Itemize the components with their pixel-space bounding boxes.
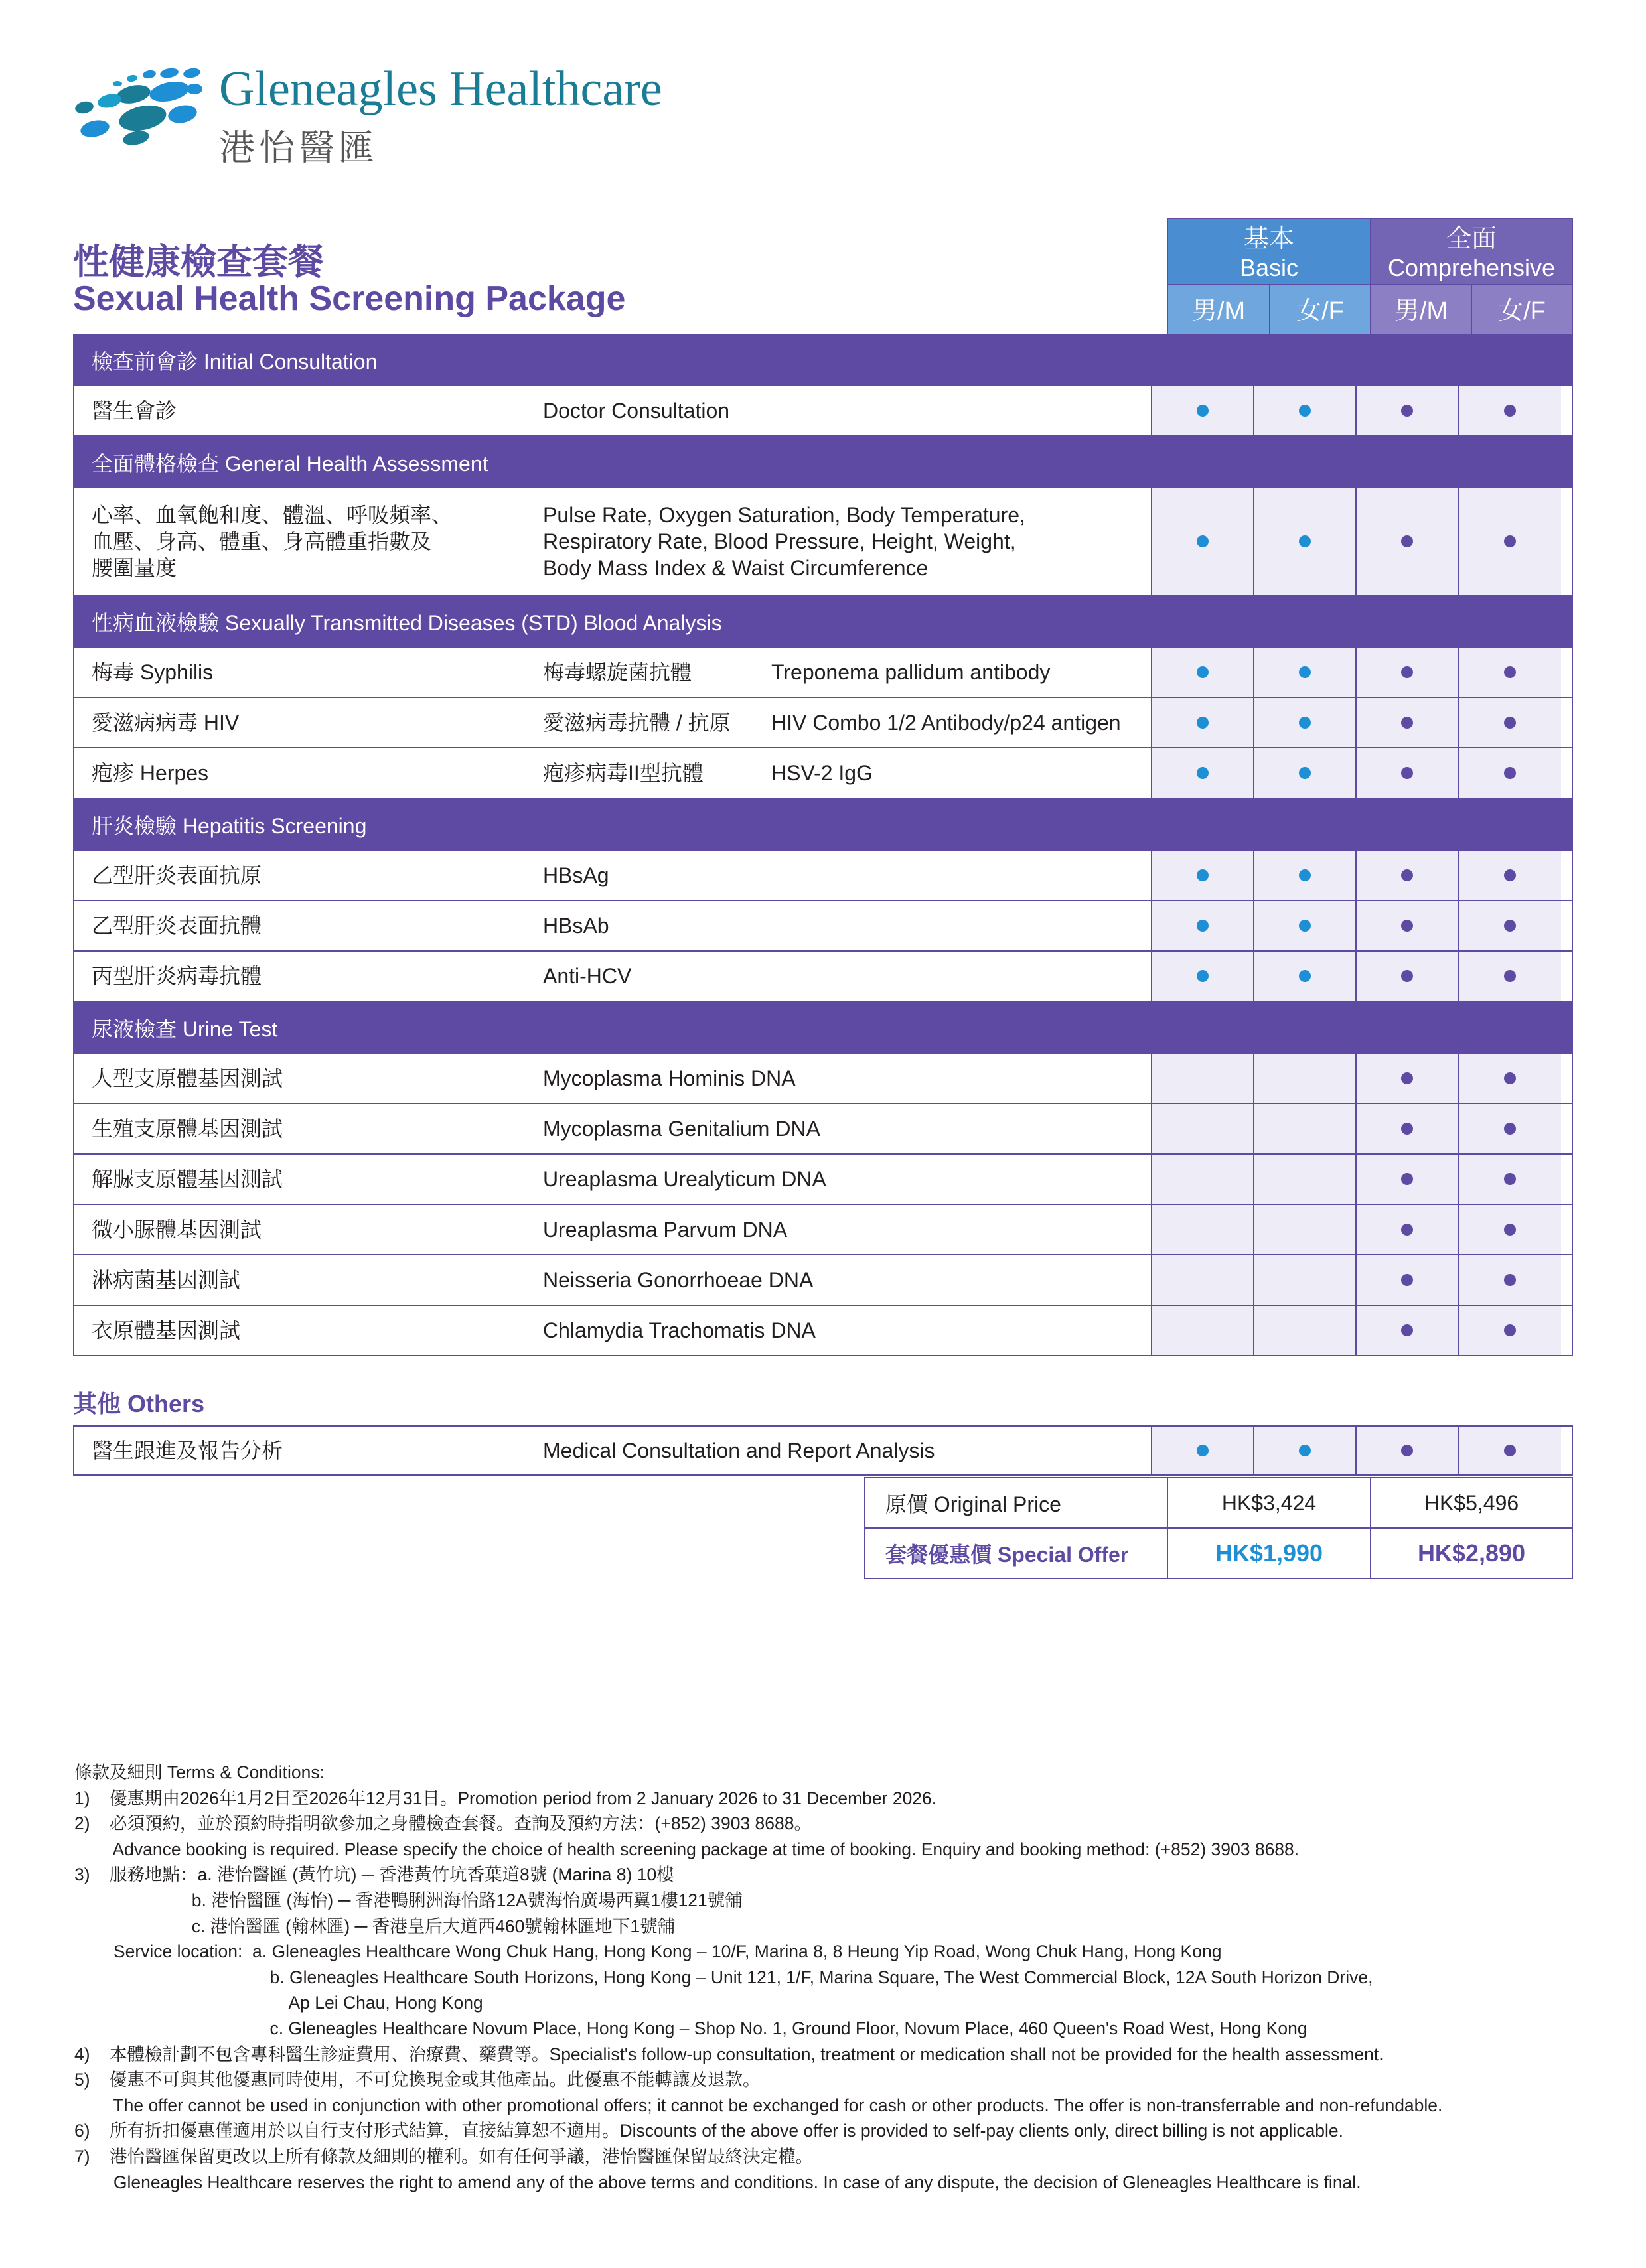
table-row xyxy=(73,488,1573,596)
included-dot-icon xyxy=(1299,666,1311,678)
others-table xyxy=(73,1425,1573,1476)
table-row xyxy=(73,1054,1573,1104)
original-price-comprehensive: HK$5,496 xyxy=(1370,1477,1573,1529)
basic-male-cell xyxy=(1152,698,1254,747)
comprehensive-female-cell xyxy=(1459,1155,1561,1204)
included-dot-icon xyxy=(1401,1123,1413,1135)
table-row xyxy=(73,952,1573,1002)
basic-male-header: 男/M xyxy=(1167,284,1270,336)
included-dot-icon xyxy=(1401,1072,1413,1084)
included-dot-icon xyxy=(1299,920,1311,932)
basic-female-cell xyxy=(1254,1104,1357,1153)
comprehensive-male-cell xyxy=(1357,488,1459,595)
basic-male-cell xyxy=(1152,648,1254,697)
item-name-zh: 淋病菌基因測試 xyxy=(92,1268,241,1292)
basic-male-cell xyxy=(1152,952,1254,1001)
table-row xyxy=(73,851,1573,901)
basic-male-cell xyxy=(1152,1306,1254,1355)
basic-male-cell xyxy=(1152,851,1254,900)
included-dot-icon xyxy=(1197,920,1209,932)
included-dot-icon xyxy=(1299,869,1311,881)
table-row xyxy=(73,1155,1573,1205)
basic-female-cell xyxy=(1254,698,1357,747)
item-test-en: HSV-2 IgG xyxy=(771,761,873,785)
item-name-zh: 解脲支原體基因測試 xyxy=(92,1167,283,1191)
comprehensive-female-cell xyxy=(1459,386,1561,435)
item-name-zh: 乙型肝炎表面抗原 xyxy=(92,863,262,887)
comprehensive-male-cell xyxy=(1357,1205,1459,1254)
comprehensive-female-cell xyxy=(1459,1427,1561,1474)
section-header: 尿液檢查 Urine Test xyxy=(73,1002,1573,1054)
included-dot-icon xyxy=(1401,1445,1413,1456)
item-name-en: Ureaplasma Parvum DNA xyxy=(543,1205,1152,1254)
terms-line: Gleneagles Healthcare reserves the right to amend any of the above terms and conditions. In case of any dispute, the decision of Gleneagles Healthcare is final. xyxy=(74,2172,1361,2192)
item-name-en xyxy=(543,748,1152,798)
basic-female-cell xyxy=(1254,1306,1357,1355)
comprehensive-female-cell xyxy=(1459,1255,1561,1305)
item-name-zh: 醫生跟進及報告分析 xyxy=(92,1439,283,1462)
included-dot-icon xyxy=(1401,920,1413,932)
included-dot-icon xyxy=(1299,1445,1311,1456)
brand-name-en: Gleneagles Healthcare xyxy=(219,62,662,116)
included-dot-icon xyxy=(1299,717,1311,729)
comprehensive-female-cell xyxy=(1459,1205,1561,1254)
included-dot-icon xyxy=(1504,869,1516,881)
table-row xyxy=(73,648,1573,698)
item-name-zh: 丙型肝炎病毒抗體 xyxy=(92,964,262,988)
basic-female-cell xyxy=(1254,488,1357,595)
comprehensive-male-cell xyxy=(1357,386,1459,435)
terms-line: b. Gleneagles Healthcare South Horizons, Hong Kong – Unit 121, 1/F, Marina Square, The West Commercial Block, 12A South Horizon Drive, xyxy=(74,1967,1373,1987)
comprehensive-female-header: 女/F xyxy=(1471,284,1573,336)
included-dot-icon xyxy=(1504,920,1516,932)
item-name-zh: 衣原體基因測試 xyxy=(92,1318,241,1342)
terms-line: 7) 港怡醫匯保留更改以上所有條款及細則的權利。如有任何爭議，港怡醫匯保留最終決定權。 xyxy=(74,2146,814,2166)
included-dot-icon xyxy=(1401,1324,1413,1336)
included-dot-icon xyxy=(1401,405,1413,417)
comprehensive-female-cell xyxy=(1459,901,1561,950)
comprehensive-female-cell xyxy=(1459,1054,1561,1103)
item-name-en: Mycoplasma Genitalium DNA xyxy=(543,1104,1152,1153)
section-header: 檢查前會診 Initial Consultation xyxy=(73,334,1573,386)
table-row xyxy=(73,1104,1573,1155)
item-name-zh: 醫生會診 xyxy=(92,399,177,423)
comprehensive-female-cell xyxy=(1459,952,1561,1001)
included-dot-icon xyxy=(1504,405,1516,417)
comprehensive-female-cell xyxy=(1459,748,1561,798)
terms-line: Advance booking is required. Please specify the choice of health screening package at time of booking. Enquiry and booking method: (+852) 3903 8688. xyxy=(74,1839,1300,1859)
included-dot-icon xyxy=(1197,717,1209,729)
page-title-zh: 性健康檢查套餐 xyxy=(73,242,324,282)
included-dot-icon xyxy=(1197,767,1209,779)
basic-female-cell xyxy=(1254,1205,1357,1254)
basic-female-cell xyxy=(1254,851,1357,900)
terms-line: c. 港怡醫匯 (翰林匯) ─ 香港皇后大道西460號翰林匯地下1號舖 xyxy=(74,1916,676,1936)
column-header-basic xyxy=(1167,218,1371,285)
included-dot-icon xyxy=(1197,535,1209,547)
terms-line: Ap Lei Chau, Hong Kong xyxy=(74,1993,483,2013)
included-dot-icon xyxy=(1504,1445,1516,1456)
included-dot-icon xyxy=(1401,869,1413,881)
included-dot-icon xyxy=(1504,1072,1516,1084)
included-dot-icon xyxy=(1504,1173,1516,1185)
basic-female-cell xyxy=(1254,901,1357,950)
comprehensive-female-cell xyxy=(1459,488,1561,595)
included-dot-icon xyxy=(1401,717,1413,729)
logo-mark-icon xyxy=(70,66,202,146)
item-test-zh: 疱疹病毒II型抗體 xyxy=(543,761,704,785)
included-dot-icon xyxy=(1504,717,1516,729)
table-row xyxy=(73,1306,1573,1356)
comprehensive-female-cell xyxy=(1459,851,1561,900)
basic-male-cell xyxy=(1152,1205,1254,1254)
item-name-zh: 心率、血氧飽和度、體溫、呼吸頻率、 血壓、身高、體重、身高體重指數及 腰圍量度 xyxy=(92,503,453,580)
included-dot-icon xyxy=(1299,970,1311,982)
comprehensive-female-cell xyxy=(1459,1104,1561,1153)
item-test-en: Treponema pallidum antibody xyxy=(771,660,1051,684)
included-dot-icon xyxy=(1504,1123,1516,1135)
included-dot-icon xyxy=(1299,767,1311,779)
item-name-en: Doctor Consultation xyxy=(543,386,1152,435)
table-row xyxy=(73,1255,1573,1306)
item-name-en: Pulse Rate, Oxygen Saturation, Body Temperature, Respiratory Rate, Blood Pressure, Height, Weight, Body Mass Index & Waist Circumference xyxy=(543,488,1152,595)
item-name-en xyxy=(543,698,1152,747)
comprehensive-male-cell xyxy=(1357,952,1459,1001)
basic-male-cell xyxy=(1152,1427,1254,1474)
basic-male-cell xyxy=(1152,488,1254,595)
section-header: 肝炎檢驗 Hepatitis Screening xyxy=(73,799,1573,851)
basic-female-cell xyxy=(1254,386,1357,435)
included-dot-icon xyxy=(1504,1224,1516,1236)
item-name-en: Neisseria Gonorrhoeae DNA xyxy=(543,1255,1152,1305)
item-name-zh: 人型支原體基因測試 xyxy=(92,1066,283,1090)
comprehensive-male-cell xyxy=(1357,1054,1459,1103)
table-row xyxy=(73,1425,1573,1476)
basic-male-cell xyxy=(1152,1054,1254,1103)
comprehensive-male-cell xyxy=(1357,1255,1459,1305)
comprehensive-female-cell xyxy=(1459,698,1561,747)
special-offer-basic: HK$1,990 xyxy=(1167,1527,1371,1579)
item-name-en: Chlamydia Trachomatis DNA xyxy=(543,1306,1152,1355)
comprehensive-label-en: Comprehensive xyxy=(1387,254,1556,281)
terms-heading: 條款及細則 Terms & Conditions: xyxy=(74,1762,325,1782)
item-name-zh: 梅毒 Syphilis xyxy=(92,660,214,684)
item-test-zh: 愛滋病毒抗體 / 抗原 xyxy=(543,711,731,735)
item-name-zh: 愛滋病病毒 HIV xyxy=(92,711,240,735)
basic-male-cell xyxy=(1152,901,1254,950)
terms-line: 4) 本體檢計劃不包含專科醫生診症費用、治療費、藥費等。Specialist's follow-up consultation, treatment or medication shall not be provided for the health assessment. xyxy=(74,2044,1384,2064)
comprehensive-male-cell xyxy=(1357,901,1459,950)
terms-and-conditions xyxy=(74,1760,1621,2195)
item-name-zh: 生殖支原體基因測試 xyxy=(92,1117,283,1141)
comprehensive-male-cell xyxy=(1357,1155,1459,1204)
basic-female-cell xyxy=(1254,1054,1357,1103)
screening-table xyxy=(73,334,1573,1356)
basic-female-cell xyxy=(1254,1427,1357,1474)
table-row xyxy=(73,1205,1573,1255)
terms-line: 6) 所有折扣優惠僅適用於以自行支付形式結算，直接結算恕不適用。Discounts of the above offer is provided to self-pay clients only, direct billing is not applicable. xyxy=(74,2121,1344,2141)
item-name-en xyxy=(543,648,1152,697)
terms-line: b. 港怡醫匯 (海怡) ─ 香港鴨脷洲海怡路12A號海怡廣場西翼1樓121號舖 xyxy=(74,1890,743,1910)
item-test-en: HIV Combo 1/2 Antibody/p24 antigen xyxy=(771,711,1121,735)
included-dot-icon xyxy=(1504,666,1516,678)
included-dot-icon xyxy=(1504,970,1516,982)
included-dot-icon xyxy=(1299,405,1311,417)
item-name-en: Mycoplasma Hominis DNA xyxy=(543,1054,1152,1103)
basic-male-cell xyxy=(1152,1255,1254,1305)
included-dot-icon xyxy=(1401,970,1413,982)
included-dot-icon xyxy=(1504,535,1516,547)
item-name-en: HBsAg xyxy=(543,851,1152,900)
table-row xyxy=(73,748,1573,799)
basic-female-cell xyxy=(1254,952,1357,1001)
special-offer-comprehensive: HK$2,890 xyxy=(1370,1527,1573,1579)
basic-male-cell xyxy=(1152,748,1254,798)
comprehensive-male-cell xyxy=(1357,1104,1459,1153)
item-name-en: HBsAb xyxy=(543,901,1152,950)
basic-male-cell xyxy=(1152,1104,1254,1153)
terms-line: 5) 優惠不可與其他優惠同時使用，不可兌換現金或其他產品。此優惠不能轉讓及退款。 xyxy=(74,2070,761,2090)
comprehensive-male-cell xyxy=(1357,1427,1459,1474)
included-dot-icon xyxy=(1197,970,1209,982)
basic-female-cell xyxy=(1254,648,1357,697)
comprehensive-male-cell xyxy=(1357,1306,1459,1355)
column-header-comprehensive xyxy=(1370,218,1573,285)
basic-label-zh: 基本 xyxy=(1243,225,1294,253)
included-dot-icon xyxy=(1299,535,1311,547)
included-dot-icon xyxy=(1504,1324,1516,1336)
comprehensive-male-cell xyxy=(1357,648,1459,697)
item-name-zh: 疱疹 Herpes xyxy=(92,761,209,785)
item-name-en: Ureaplasma Urealyticum DNA xyxy=(543,1155,1152,1204)
included-dot-icon xyxy=(1401,1224,1413,1236)
comprehensive-male-header: 男/M xyxy=(1370,284,1472,336)
item-name-zh: 微小脲體基因測試 xyxy=(92,1218,262,1241)
comprehensive-female-cell xyxy=(1459,1306,1561,1355)
included-dot-icon xyxy=(1197,666,1209,678)
comprehensive-label-zh: 全面 xyxy=(1446,225,1497,253)
others-title: 其他 Others xyxy=(73,1390,205,1417)
basic-female-cell xyxy=(1254,748,1357,798)
basic-female-cell xyxy=(1254,1255,1357,1305)
section-header: 性病血液檢驗 Sexually Transmitted Diseases (STD) Blood Analysis xyxy=(73,596,1573,648)
basic-male-cell xyxy=(1152,386,1254,435)
page-title-en: Sexual Health Screening Package xyxy=(73,279,626,318)
terms-line: 2) 必須預約，並於預約時指明欲參加之身體檢查套餐。查詢及預約方法：(+852) 3903 8688。 xyxy=(74,1813,812,1834)
included-dot-icon xyxy=(1504,767,1516,779)
included-dot-icon xyxy=(1401,535,1413,547)
included-dot-icon xyxy=(1504,1274,1516,1286)
original-price-basic: HK$3,424 xyxy=(1167,1477,1371,1529)
terms-line: Service location: a. Gleneagles Healthcare Wong Chuk Hang, Hong Kong – 10/F, Marina 8, 8 Heung Yip Road, Wong Chuk Hang, Hong Kong xyxy=(74,1942,1222,1962)
basic-female-header: 女/F xyxy=(1269,284,1371,336)
included-dot-icon xyxy=(1197,1445,1209,1456)
terms-line: 3) 服務地點：a. 港怡醫匯 (黃竹坑) ─ 香港黃竹坑香葉道8號 (Marina 8) 10樓 xyxy=(74,1865,674,1885)
item-name-en: Medical Consultation and Report Analysis xyxy=(543,1427,1152,1474)
item-name-en: Anti-HCV xyxy=(543,952,1152,1001)
brand-name-zh: 港怡醫匯 xyxy=(219,128,378,168)
comprehensive-male-cell xyxy=(1357,748,1459,798)
terms-line: 1) 優惠期由2026年1月2日至2026年12月31日。Promotion period from 2 January 2026 to 31 December 2026. xyxy=(74,1788,937,1808)
included-dot-icon xyxy=(1401,767,1413,779)
included-dot-icon xyxy=(1401,1173,1413,1185)
table-row xyxy=(73,698,1573,748)
comprehensive-male-cell xyxy=(1357,851,1459,900)
terms-line: c. Gleneagles Healthcare Novum Place, Hong Kong – Shop No. 1, Ground Floor, Novum Place, 460 Queen's Road West, Hong Kong xyxy=(74,2018,1308,2038)
included-dot-icon xyxy=(1401,666,1413,678)
basic-label-en: Basic xyxy=(1239,254,1299,281)
included-dot-icon xyxy=(1197,869,1209,881)
basic-female-cell xyxy=(1254,1155,1357,1204)
special-offer-label: 套餐優惠價 Special Offer xyxy=(864,1527,1168,1579)
original-price-label: 原價 Original Price xyxy=(864,1477,1168,1529)
table-row xyxy=(73,901,1573,952)
terms-line: The offer cannot be used in conjunction with other promotional offers; it cannot be exchanged for cash or other products. The offer is non-transferrable and non-refundable. xyxy=(74,2095,1443,2115)
included-dot-icon xyxy=(1401,1274,1413,1286)
table-row xyxy=(73,386,1573,437)
item-test-zh: 梅毒螺旋菌抗體 xyxy=(543,660,692,684)
comprehensive-male-cell xyxy=(1357,698,1459,747)
included-dot-icon xyxy=(1197,405,1209,417)
section-header: 全面體格檢查 General Health Assessment xyxy=(73,437,1573,488)
comprehensive-female-cell xyxy=(1459,648,1561,697)
basic-male-cell xyxy=(1152,1155,1254,1204)
item-name-zh: 乙型肝炎表面抗體 xyxy=(92,914,262,938)
